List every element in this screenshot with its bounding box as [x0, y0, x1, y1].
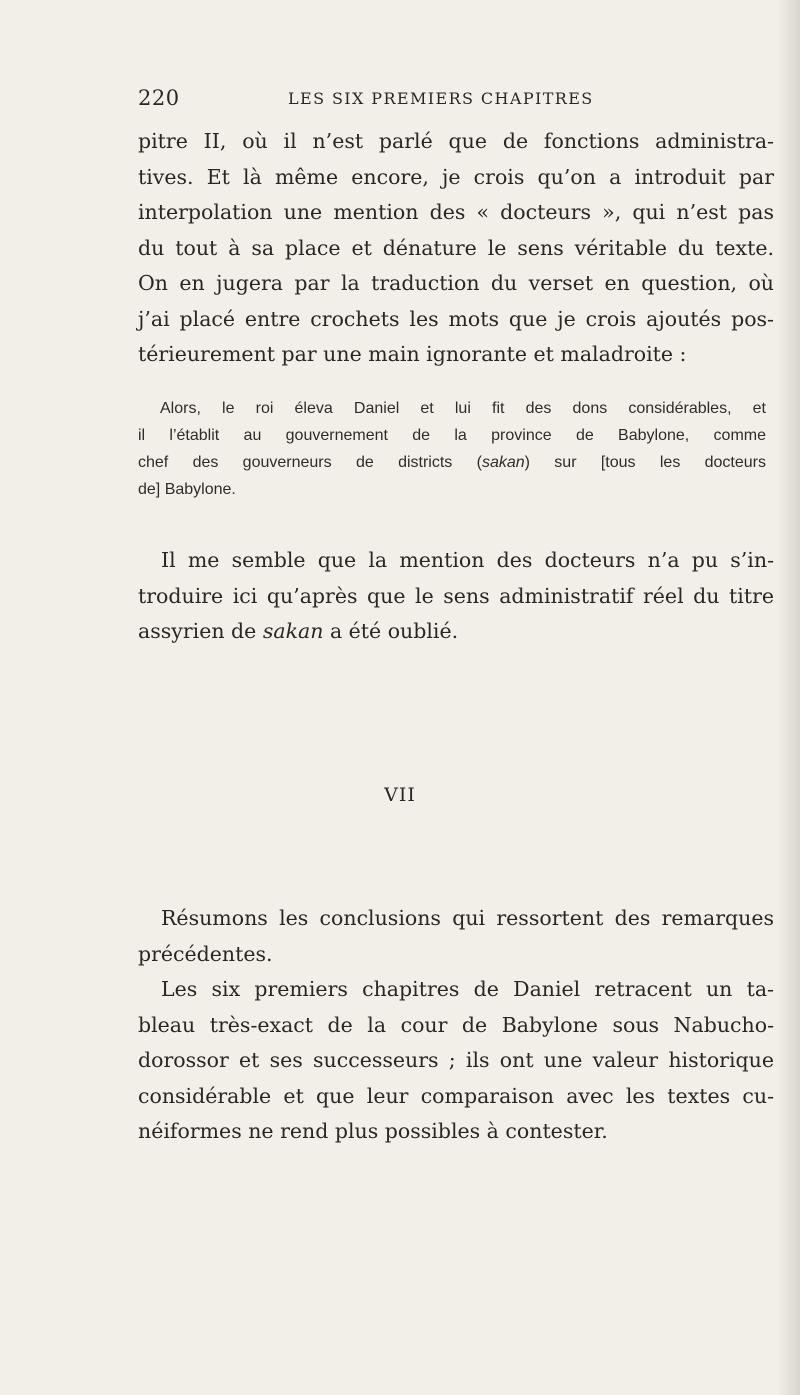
quote-line: Alors, le roi éleva Daniel et lui fit des dons considérables, et — [160, 400, 766, 417]
text-line: térieurement par une main ignorante et maladroite : — [138, 342, 687, 366]
quote-line — [138, 449, 766, 476]
text-line: j’ai placé entre crochets les mots que je crois ajoutés pos- — [138, 306, 774, 331]
page-number: 220 — [138, 86, 180, 110]
term-sakan: sakan — [481, 454, 525, 471]
text-line: On en jugera par la traduction du verset en question, où — [138, 271, 774, 295]
text-line: Résumons les conclusions qui ressortent des remarques — [161, 906, 774, 930]
text-line: Les six premiers chapitres de Daniel retracent un ta- — [161, 977, 774, 1001]
running-header — [0, 86, 800, 116]
section-heading: VII — [384, 784, 416, 806]
text-line: tives. Et là même encore, je crois qu’on a introduit par — [138, 164, 774, 189]
text-line: du tout à sa place et dénature le sens véritable du texte. — [138, 235, 774, 260]
text-line: troduire ici qu’après que le sens administratif réel du titre — [138, 583, 774, 608]
quote-line: il l’établit au gouvernement de la province de Babylone, comme — [138, 427, 766, 444]
text-run: a été oublié. — [323, 619, 459, 643]
text-line: précédentes. — [138, 941, 273, 966]
text-line: pitre II, où il n’est parlé que de fonctions administra- — [138, 129, 774, 153]
quoted-verse — [138, 395, 767, 503]
quote-text: chef des gouverneurs de districts ( — [138, 454, 482, 471]
text-line: Il me semble que la mention des docteurs n’a pu s’in- — [161, 548, 774, 572]
text-line: dorossor et ses successeurs ; ils ont une valeur historique — [138, 1048, 774, 1072]
text-line: néiformes ne rend plus possibles à contester. — [138, 1119, 608, 1143]
paragraph-3 — [138, 901, 774, 972]
page-edge-shadow — [778, 0, 800, 1395]
text-line: considérable et que leur comparaison avec les textes cu- — [138, 1083, 774, 1108]
term-sakan: sakan — [262, 619, 324, 643]
quote-text: ) sur [tous les docteurs — [524, 454, 767, 471]
text-run: assyrien de — [138, 619, 263, 643]
text-line: interpolation une mention des « docteurs », qui n’est pas — [138, 200, 774, 224]
paragraph-4 — [138, 972, 774, 1150]
paragraph-2 — [138, 543, 774, 650]
text-line: bleau très-exact de la cour de Babylone sous Nabucho- — [138, 1012, 774, 1037]
running-title: LES SIX PREMIERS CHAPITRES — [288, 89, 594, 108]
text-line — [138, 614, 774, 650]
quote-line: de] Babylone. — [138, 481, 236, 498]
paragraph-1 — [138, 124, 774, 373]
